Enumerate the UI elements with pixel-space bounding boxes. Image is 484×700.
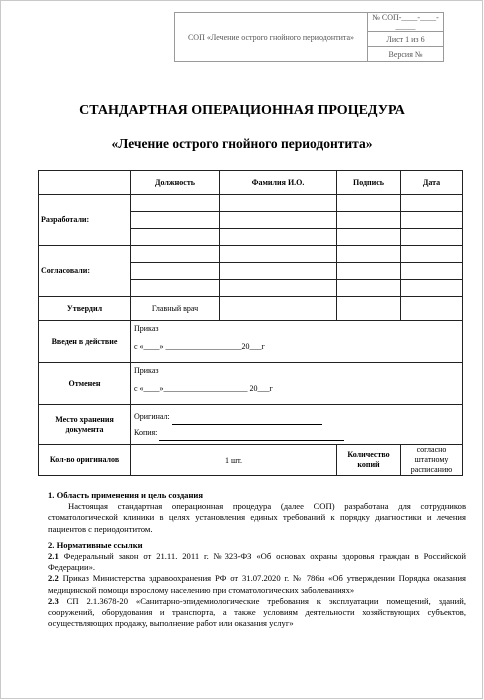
col-name: Фамилия И.О. [220, 171, 337, 195]
header-sheet: Лист 1 из 6 [368, 32, 444, 47]
cancelled-order [131, 363, 463, 405]
order-label-2: Приказ [134, 366, 159, 375]
header-number: № СОП-____-____-_____ [368, 13, 444, 32]
section1-heading: 1. Область применения и цель создания [48, 490, 204, 500]
row-developed: Разработали: [39, 195, 131, 246]
order-label: Приказ [134, 324, 159, 333]
empty-corner [39, 171, 131, 195]
approval-table [38, 170, 463, 476]
original-label: Оригинал: [134, 411, 170, 421]
ref-text: Приказ Министерства здравоохранения РФ от 31.07.2020 г. № 786н «Об утверждении Порядка оказания медицинской помощи взрослому населению при стоматологических заболеваниях» [48, 573, 466, 595]
section2-heading: 2. Нормативные ссылки [48, 539, 143, 550]
document-subtitle: «Лечение острого гнойного периодонтита» [111, 136, 373, 151]
section1-text: Настоящая стандартная операционная процедура (далее СОП) разработана для сотрудников стоматологической клиники в целях установления единых требований к порядку диагностики и лечения пациентов с периодонтитом. [48, 501, 466, 534]
row-introduced: Введен в действие [39, 321, 131, 363]
row-originals-count: Кол-во оригиналов [39, 445, 131, 476]
originals-count: 1 шт. [131, 445, 337, 476]
row-storage: Место хранения документа [39, 405, 131, 445]
col-date: Дата [401, 171, 463, 195]
document-title: СТАНДАРТНАЯ ОПЕРАЦИОННАЯ ПРОЦЕДУРА [79, 103, 405, 118]
col-position: Должность [131, 171, 220, 195]
copies-count-label: Количество копий [337, 445, 401, 476]
introduced-order [131, 321, 463, 363]
body-text [48, 490, 466, 629]
copies-line [159, 431, 344, 441]
ref-item [48, 596, 466, 630]
approved-position: Главный врач [131, 297, 220, 321]
ref-item [48, 573, 466, 595]
date-line-1: с «____» ___________________20___г [134, 342, 265, 351]
ref-num: 2.3 [48, 595, 59, 606]
copies-count: согласно штатному расписанию [401, 445, 463, 476]
ref-item [48, 551, 466, 573]
row-approved: Утвердил [39, 297, 131, 321]
ref-num: 2.2 [48, 573, 59, 584]
ref-text: СП 2.1.3678-20 «Санитарно-эпидемиологические требования к эксплуатации помещений, зданий, сооружений, оборудования и транспорта, а также условиям деятельности хозяйствующих субъектов, осуществляющих продажу, выполнение работ или оказания услуг» [48, 595, 466, 629]
date-line-2: с «____»_____________________ 20___г [134, 384, 273, 393]
original-line [172, 415, 322, 425]
row-cancelled: Отменен [39, 363, 131, 405]
col-signature: Подпись [337, 171, 401, 195]
ref-text: Федеральный закон от 21.11. 2011 г. №323-ФЗ «Об основах охраны здоровья граждан в Российской Федерации». [48, 551, 466, 573]
header-version: Версия № [368, 47, 444, 62]
storage-cell [131, 405, 463, 445]
header-doc-name: СОП «Лечение острого гнойного периодонтита» [175, 13, 368, 62]
ref-num: 2.1 [48, 551, 59, 562]
copies-label: Копия: [134, 427, 158, 437]
row-agreed: Согласовали: [39, 246, 131, 297]
document-header [174, 12, 444, 62]
